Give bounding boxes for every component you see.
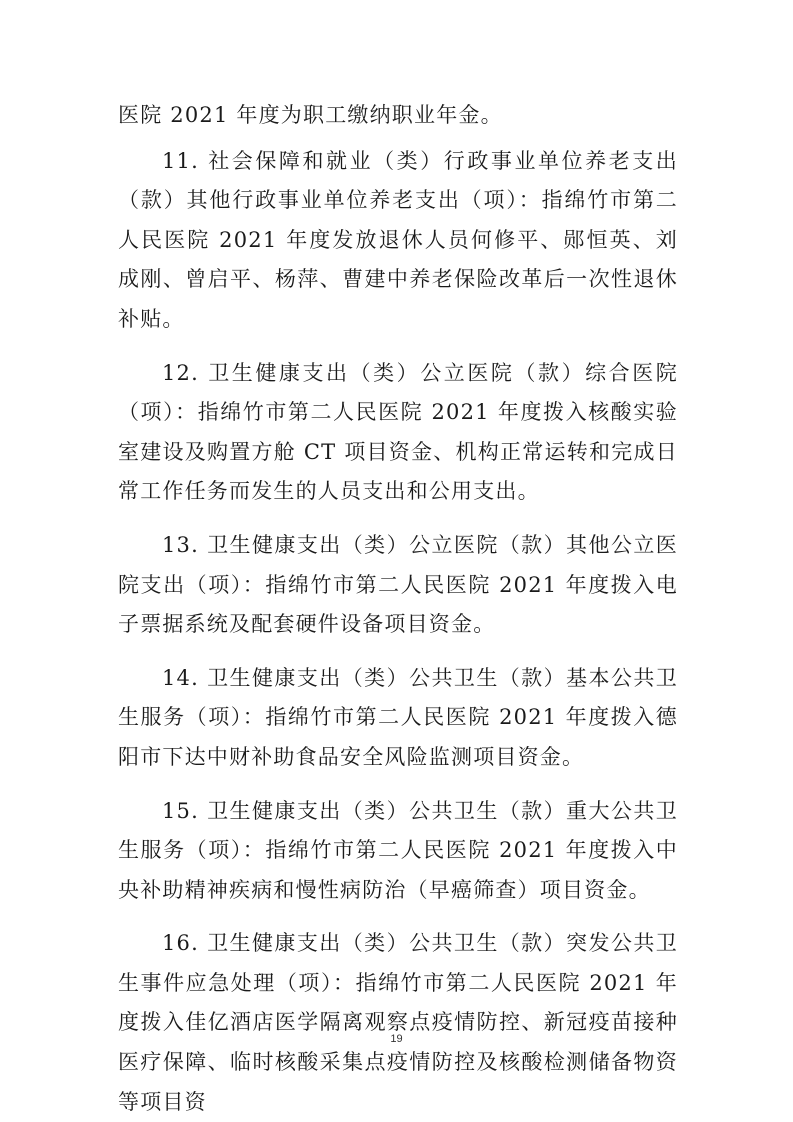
paragraph-item-14: 14. 卫生健康支出（类）公共卫生（款）基本公共卫生服务（项）：指绵竹市第二人民医院 2021 年度拨入德阳市下达中财补助食品安全风险监测项目资金。 xyxy=(118,665,678,769)
paragraph-item-11: 11. 社会保障和就业（类）行政事业单位养老支出（款）其他行政事业单位养老支出（项）：指绵竹市第二人民医院 2021 年度发放退休人员何修平、郧恒英、刘成刚、曾启平、杨萍、曹建中养老保险改革后一次性退休补贴。 xyxy=(118,148,678,331)
body-text xyxy=(118,96,678,1122)
paragraph-item-16: 16. 卫生健康支出（类）公共卫生（款）突发公共卫生事件应急处理（项）：指绵竹市第二人民医院 2021 年度拨入佳亿酒店医学隔离观察点疫情防控、新冠疫苗接种医疗保障、临时核酸采集点疫情防控及核酸检测储备物资等项目资 xyxy=(118,931,678,1114)
page-number: 19 xyxy=(390,1033,403,1045)
paragraph-item-12: 12. 卫生健康支出（类）公立医院（款）综合医院（项）：指绵竹市第二人民医院 2021 年度拨入核酸实验室建设及购置方舱 CT 项目资金、机构正常运转和完成日常工作任务而发生的人员支出和公用支出。 xyxy=(118,360,678,504)
paragraph-continuation: 医院 2021 年度为职工缴纳职业年金。 xyxy=(118,103,503,127)
paragraph-item-15: 15. 卫生健康支出（类）公共卫生（款）重大公共卫生服务（项）：指绵竹市第二人民医院 2021 年度拨入中央补助精神疾病和慢性病防治（早癌筛查）项目资金。 xyxy=(118,798,678,902)
paragraph-item-13: 13. 卫生健康支出（类）公立医院（款）其他公立医院支出（项）：指绵竹市第二人民医院 2021 年度拨入电子票据系统及配套硬件设备项目资金。 xyxy=(118,532,678,637)
